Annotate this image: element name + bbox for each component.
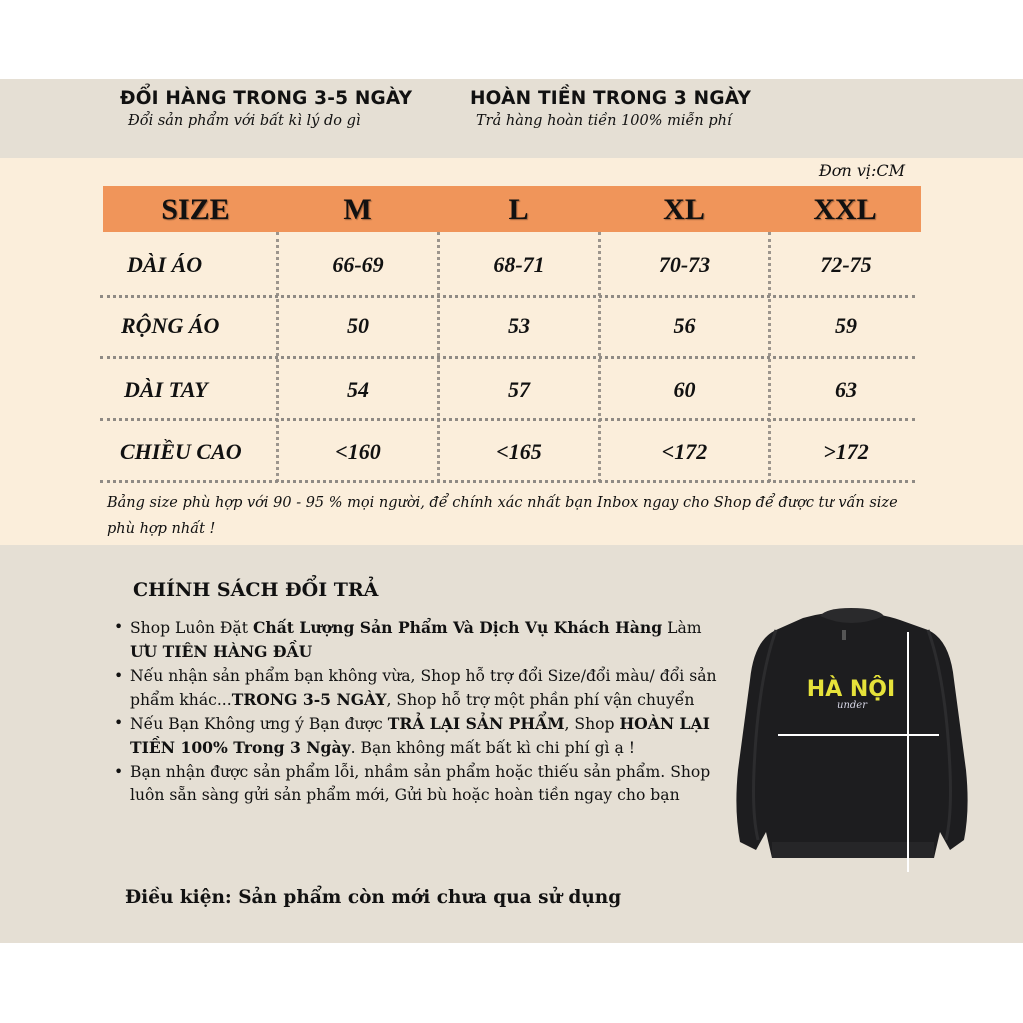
cell-xxl: 63: [835, 377, 857, 402]
promo-exchange-title: ĐỔI HÀNG TRONG 3-5 NGÀY: [120, 88, 413, 109]
body-text: , Shop hỗ trợ một phần phí vận chuyển: [386, 690, 695, 709]
print-text: HÀ NỘI: [806, 677, 896, 702]
policy-item: [110, 761, 720, 808]
body-text: , Shop: [564, 715, 620, 734]
sweatshirt-image: [728, 600, 974, 872]
print-subtext: under: [837, 700, 867, 711]
cell-xl: 70-73: [658, 252, 711, 277]
emphasis-text: TRẢ LẠI SẢN PHẨM: [387, 714, 565, 734]
size-table-header: [103, 186, 921, 232]
emphasis-text: ƯU TIÊN HÀNG ĐẦU: [130, 642, 313, 662]
policy-item: [110, 665, 720, 713]
cell-xxl: >172: [823, 439, 869, 464]
body-text: . Bạn không mất bất kì chi phí gì ạ !: [350, 739, 636, 758]
policy-title: CHÍNH SÁCH ĐỔI TRẢ: [133, 579, 379, 601]
header-l: L: [508, 193, 529, 226]
row-label: DÀI TAY: [124, 377, 208, 402]
body-text: Nếu Bạn Không ưng ý Bạn được: [130, 715, 388, 734]
promo-refund: [470, 88, 751, 129]
row-divider: [100, 480, 915, 483]
cell-xxl: 59: [835, 313, 857, 338]
cell-l: 68-71: [493, 252, 545, 277]
promo-exchange: [120, 88, 412, 129]
row-label: DÀI ÁO: [127, 252, 203, 277]
row-label: CHIỀU CAO: [120, 439, 242, 464]
unit-label: Đơn vị:CM: [818, 161, 905, 180]
row-divider: [100, 295, 915, 298]
cell-m: 50: [347, 313, 369, 338]
promo-refund-title: HOÀN TIỀN TRONG 3 NGÀY: [470, 88, 752, 109]
cell-l: 53: [508, 313, 530, 338]
cell-l: <165: [496, 439, 542, 464]
body-text: Nếu nhận sản phẩm bạn không vừa, Shop hỗ trợ đổi Size/đổi màu/ đổi sản phẩm khác...: [130, 666, 717, 709]
cell-xl: 56: [673, 313, 696, 338]
cell-m: <160: [335, 439, 381, 464]
header-xxl: XXL: [813, 193, 877, 226]
header-m: M: [343, 193, 372, 226]
size-note: Bảng size phù hợp với 90 - 95 % mọi người, để chính xác nhất bạn Inbox ngay cho Shop để được tư vấn size phù hợp nhất !: [107, 495, 898, 537]
policy-item: [110, 616, 720, 665]
cell-l: 57: [508, 377, 530, 402]
emphasis-text: TRONG 3-5 NGÀY: [231, 689, 387, 709]
policy-condition: Điều kiện: Sản phẩm còn mới chưa qua sử dụng: [125, 887, 622, 908]
promo-refund-subtitle: Trả hàng hoàn tiền 100% miễn phí: [476, 113, 732, 129]
header-size: SIZE: [161, 193, 230, 226]
header-xl: XL: [663, 193, 705, 226]
cell-xl: <172: [661, 439, 708, 464]
emphasis-text: HOÀN LẠI TIỀN 100% Trong 3 Ngày: [130, 714, 710, 758]
body-text: Làm: [662, 619, 702, 637]
row-label: RỘNG ÁO: [121, 313, 220, 338]
cell-xxl: 72-75: [820, 252, 872, 277]
body-text: Shop Luôn Đặt: [130, 619, 253, 637]
row-divider: [100, 418, 915, 421]
policy-item: [110, 712, 720, 761]
cell-m: 54: [347, 377, 369, 402]
policy-list: [110, 616, 720, 807]
cell-m: 66-69: [332, 252, 384, 277]
cell-xl: 60: [673, 377, 696, 402]
row-divider: [100, 356, 915, 359]
body-text: Bạn nhận được sản phẩm lỗi, nhầm sản phẩm hoặc thiếu sản phẩm. Shop luôn sẵn sàng gửi sản phẩm mới, Gửi bù hoặc hoàn tiền ngay cho bạn: [130, 762, 711, 805]
emphasis-text: Chất Lượng Sản Phẩm Và Dịch Vụ Khách Hàng: [252, 618, 663, 637]
promo-exchange-subtitle: Đổi sản phẩm với bất kì lý do gì: [128, 113, 361, 129]
